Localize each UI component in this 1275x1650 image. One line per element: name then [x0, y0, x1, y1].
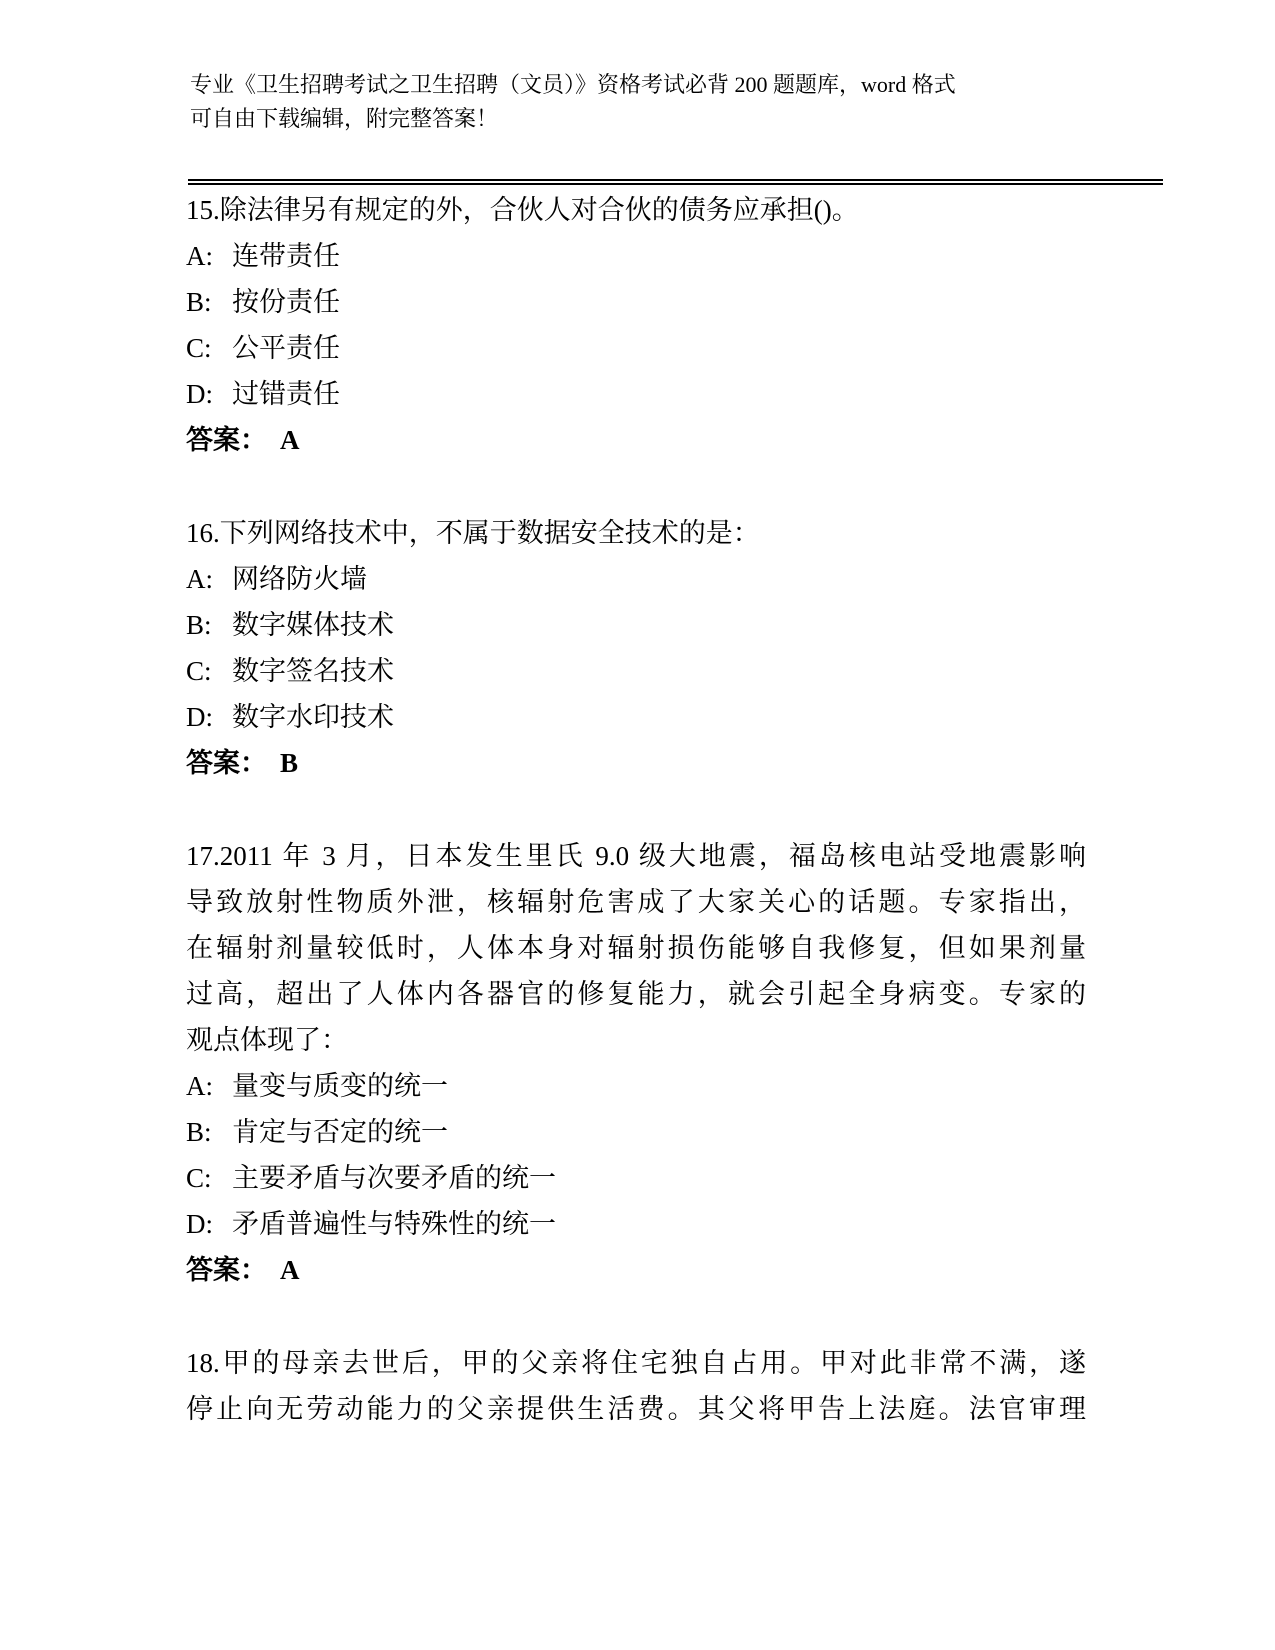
option-a — [186, 233, 1086, 279]
question-stem-text: 2011 年 3 月，日本发生里氏 9.0 级大地震，福岛核电站受地震影响 — [219, 841, 1086, 871]
header-line-2: 可自由下载编辑，附完整答案！ — [190, 106, 499, 131]
option-label: A: — [186, 241, 213, 271]
option-c — [186, 325, 1086, 371]
option-text: 过错责任 — [232, 379, 340, 409]
question-stem-text: 甲的母亲去世后，甲的父亲将住宅独自占用。甲对此非常不满，遂 — [219, 1348, 1086, 1378]
question-17 — [186, 833, 1086, 1293]
option-c — [186, 648, 1086, 694]
answer-row — [186, 417, 1086, 463]
question-15 — [186, 187, 1086, 463]
option-label: C: — [186, 1163, 212, 1193]
option-text: 量变与质变的统一 — [232, 1071, 448, 1101]
document-header — [190, 68, 1087, 136]
option-c — [186, 1155, 1086, 1201]
option-label: A: — [186, 564, 213, 594]
question-stem-text: 除法律另有规定的外，合伙人对合伙的债务应承担()。 — [219, 195, 859, 225]
answer-value: A — [280, 1255, 300, 1285]
option-text: 数字水印技术 — [232, 702, 394, 732]
header-line-1: 专业《卫生招聘考试之卫生招聘（文员）》资格考试必背 200 题题库，word 格式 — [190, 72, 956, 97]
option-label: B: — [186, 610, 212, 640]
option-b — [186, 602, 1086, 648]
question-stem — [186, 187, 1086, 233]
option-d — [186, 694, 1086, 740]
question-stem-line: 停止向无劳动能力的父亲提供生活费。其父将甲告上法庭。法官审理 — [186, 1394, 1086, 1424]
option-text: 肯定与否定的统一 — [232, 1117, 448, 1147]
option-text: 按份责任 — [232, 287, 340, 317]
option-text: 网络防火墙 — [232, 564, 367, 594]
question-number: 17. — [186, 841, 220, 871]
question-number: 16. — [186, 518, 220, 548]
option-b — [186, 279, 1086, 325]
question-number: 18. — [186, 1348, 220, 1378]
option-d — [186, 1201, 1086, 1247]
question-stem — [186, 510, 1086, 556]
answer-value: A — [280, 425, 300, 455]
question-stem-line — [186, 833, 1086, 879]
answer-value: B — [280, 748, 299, 778]
option-label: C: — [186, 333, 212, 363]
question-stem-text: 下列网络技术中，不属于数据安全技术的是： — [219, 518, 760, 548]
question-number: 15. — [186, 195, 220, 225]
option-text: 数字媒体技术 — [232, 610, 394, 640]
question-stem-line: 过高，超出了人体内各器官的修复能力，就会引起全身病变。专家的 — [186, 979, 1086, 1009]
option-a — [186, 556, 1086, 602]
question-16 — [186, 510, 1086, 786]
answer-label: 答案： — [186, 748, 267, 778]
question-stem-line: 观点体现了： — [186, 1025, 348, 1055]
question-18 — [186, 1340, 1086, 1432]
option-label: D: — [186, 702, 213, 732]
question-stem-line: 在辐射剂量较低时，人体本身对辐射损伤能够自我修复，但如果剂量 — [186, 933, 1086, 963]
option-text: 公平责任 — [232, 333, 340, 363]
option-text: 主要矛盾与次要矛盾的统一 — [232, 1163, 556, 1193]
question-stem-line — [186, 1340, 1086, 1386]
option-text: 连带责任 — [232, 241, 340, 271]
option-b — [186, 1109, 1086, 1155]
option-d — [186, 371, 1086, 417]
option-a — [186, 1063, 1086, 1109]
questions-area — [186, 183, 1086, 1479]
option-label: D: — [186, 379, 213, 409]
option-label: A: — [186, 1071, 213, 1101]
answer-label: 答案： — [186, 425, 267, 455]
option-text: 数字签名技术 — [232, 656, 394, 686]
answer-row — [186, 740, 1086, 786]
option-label: B: — [186, 287, 212, 317]
option-label: D: — [186, 1209, 213, 1239]
answer-label: 答案： — [186, 1255, 267, 1285]
option-text: 矛盾普遍性与特殊性的统一 — [232, 1209, 556, 1239]
option-label: B: — [186, 1117, 212, 1147]
answer-row — [186, 1247, 1086, 1293]
question-stem-line: 导致放射性物质外泄，核辐射危害成了大家关心的话题。专家指出， — [186, 887, 1086, 917]
option-label: C: — [186, 656, 212, 686]
